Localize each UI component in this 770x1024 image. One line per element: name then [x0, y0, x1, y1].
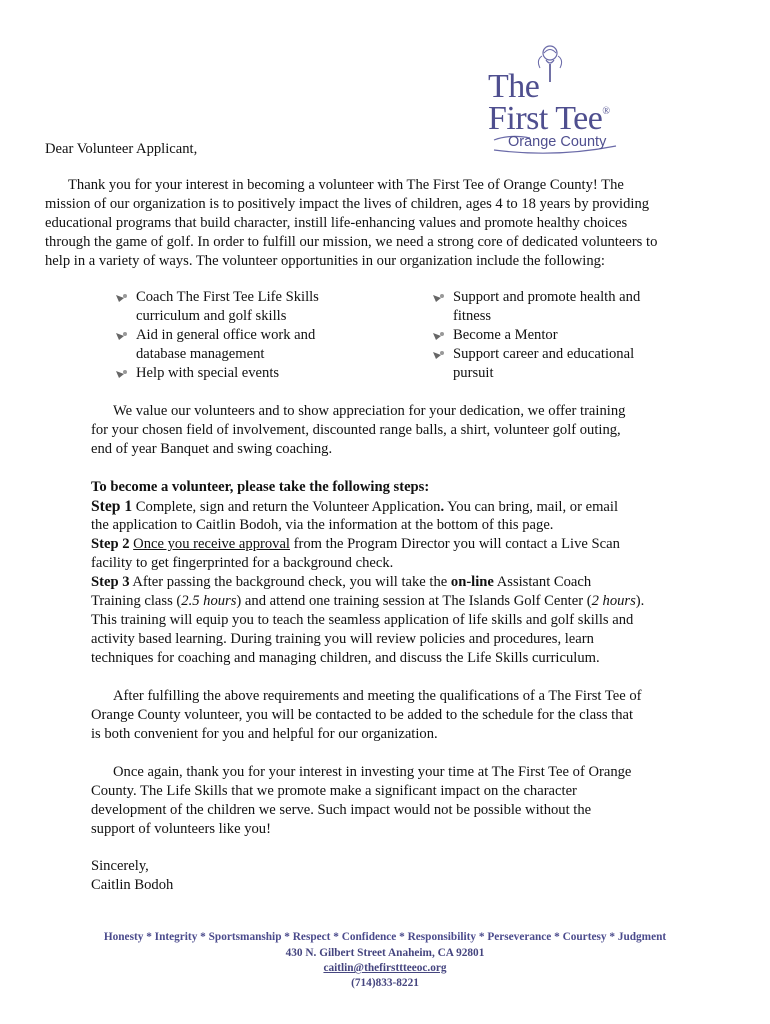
- greeting: Dear Volunteer Applicant,: [45, 141, 198, 157]
- bullet-item: Coach The First Tee Life Skills: [136, 289, 319, 305]
- step2-label: Step 2: [91, 536, 130, 552]
- intro-line: help in a variety of ways. The volunteer opportunities in our organization include the following:: [45, 253, 605, 269]
- golf-tee-bullet-icon: [115, 330, 128, 342]
- step1-label: Step 1: [91, 498, 133, 515]
- golf-tee-bullet-icon: [432, 349, 445, 361]
- bullet-item: Aid in general office work and: [136, 327, 316, 343]
- golf-tee-bullet-icon: [432, 330, 445, 342]
- bullet-item: fitness: [453, 308, 492, 324]
- step1-line: the application to Caitlin Bodoh, via the information at the bottom of this page.: [91, 517, 554, 533]
- after-line: After fulfilling the above requirements and meeting the qualifications of a The First Tee of: [113, 688, 642, 704]
- again-line: County. The Life Skills that we promote make a significant impact on the character: [91, 783, 577, 799]
- step3-label: Step 3: [91, 574, 130, 590]
- golf-tee-bullet-icon: [115, 292, 128, 304]
- bullet-item: pursuit: [453, 365, 494, 381]
- closing: Sincerely,: [91, 858, 149, 874]
- steps-heading: To become a volunteer, please take the following steps:: [91, 479, 430, 495]
- intro-line: Thank you for your interest in becoming a volunteer with The First Tee of Orange County! The: [68, 177, 624, 193]
- after-line: is both convenient for you and helpful for our organization.: [91, 726, 438, 742]
- footer-phone: (714)833-8221: [351, 977, 419, 989]
- value-line: We value our volunteers and to show appreciation for your dedication, we offer training: [113, 403, 626, 419]
- logo-line-first-tee: First Tee®: [488, 100, 610, 137]
- step1-line: Step 1 Complete, sign and return the Volunteer Application. You can bring, mail, or email: [91, 498, 619, 515]
- step3-line: activity based learning. During training you will review policies and procedures, learn: [91, 631, 594, 647]
- bullet-item: Support career and educational: [453, 346, 635, 362]
- value-line: end of year Banquet and swing coaching.: [91, 441, 333, 457]
- value-line: for your chosen field of involvement, discounted range balls, a shirt, volunteer golf outing,: [91, 422, 621, 438]
- intro-line: mission of our organization is to positively impact the lives of children, ages 4 to 18 years by providing: [45, 196, 650, 212]
- golf-tee-bullet-icon: [432, 292, 445, 304]
- bullet-item: Support and promote health and: [453, 289, 641, 305]
- logo-line-the: The: [488, 68, 540, 105]
- footer-values: Honesty * Integrity * Sportsmanship * Respect * Confidence * Responsibility * Perseverance * Courtesy * Judgment: [103, 931, 667, 943]
- step3-line: This training will equip you to teach the seamless application of life skills and golf skills and: [91, 612, 634, 628]
- logo-line-orange-county: Orange County: [508, 134, 607, 150]
- again-line: support of volunteers like you!: [91, 821, 271, 837]
- bullet-item: Help with special events: [136, 365, 280, 381]
- golf-tee-bullet-icon: [115, 368, 128, 380]
- intro-line: educational programs that build character, instill life-enhancing values and promote healthy choices: [45, 215, 628, 231]
- signer-name: Caitlin Bodoh: [91, 877, 174, 893]
- bullet-item: Become a Mentor: [453, 327, 558, 343]
- bullet-item: curriculum and golf skills: [136, 308, 287, 324]
- again-line: development of the children we serve. Such impact would not be possible without the: [91, 802, 592, 818]
- after-line: Orange County volunteer, you will be contacted to be added to the schedule for the class that: [91, 707, 634, 723]
- step2-line: facility to get fingerprinted for a background check.: [91, 555, 394, 571]
- step3-line: Step 3 After passing the background check, you will take the on-line Assistant Coach: [91, 574, 592, 590]
- step2-line: Step 2 Once you receive approval from the Program Director you will contact a Live Scan: [91, 536, 620, 552]
- bullet-item: database management: [136, 346, 265, 362]
- first-tee-logo: [482, 42, 622, 160]
- footer-address: 430 N. Gilbert Street Anaheim, CA 92801: [285, 947, 485, 959]
- again-line: Once again, thank you for your interest in investing your time at The First Tee of Orange: [113, 764, 632, 780]
- step3-line: Training class (2.5 hours) and attend one training session at The Islands Golf Center (2 hours).: [91, 593, 645, 609]
- intro-line: through the game of golf. In order to fulfill our mission, we need a strong core of dedicated volunteers to: [45, 234, 658, 250]
- footer-email-link[interactable]: caitlin@thefirsttteeoc.org: [323, 962, 447, 974]
- step3-line: techniques for coaching and managing children, and discuss the Life Skills curriculum.: [91, 650, 600, 666]
